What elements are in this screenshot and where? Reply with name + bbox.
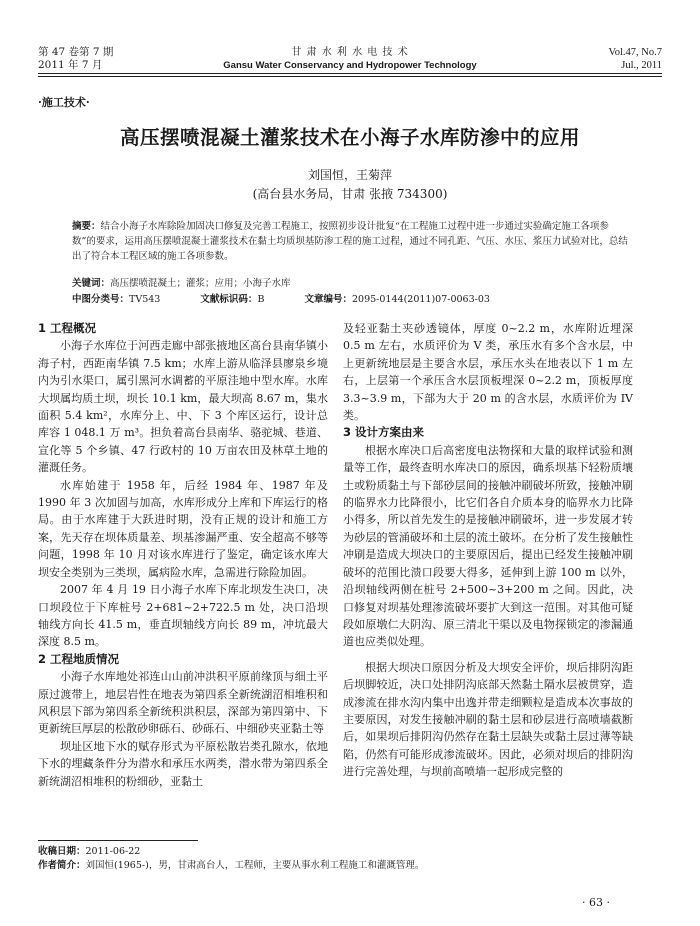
page-number: · 63 · [582, 896, 610, 909]
section-heading-3: 3 设计方案由来 [343, 425, 425, 440]
clc-code: TV543 [129, 294, 161, 305]
page-number-text: 63 [589, 896, 603, 909]
abstract-label: 摘要： [72, 221, 101, 232]
section-heading-1: 1 工程概况 [38, 321, 97, 335]
classification-line [72, 292, 652, 307]
article-no: 2095-0144(2011)07-0063-03 [352, 294, 490, 305]
journal-volume-en [609, 46, 662, 72]
footnote-rule [38, 840, 198, 841]
keywords [72, 276, 632, 291]
paragraph: 水库始建于 1958 年，后经 1984 年、1987 年及 1990 年 3 次加固与加高，水库形成分上库和下库运行的格局。由于水库建于大跃进时期，没有正规的设计和施工方案，先天存在坝体质量差、坝基渗漏严重、安全超高不够等问题，1998 年 10 月对该水库进行了鉴定，确定该水库大坝安全类别为三类坝，属病险水库，急需进行除险加固。 [38, 478, 328, 579]
journal-date-en-line: Jul., 2011 [621, 60, 662, 71]
keywords-text: 高压摆喷混凝土；灌浆；应用；小海子水库 [110, 278, 291, 289]
footnote [38, 845, 658, 873]
received-date: 收稿日期：2011-06-22 [38, 846, 141, 857]
clc-label: 中图分类号： [72, 294, 130, 305]
paragraph: 坝址区地下水的赋存形式为平原松散岩类孔隙水，依地下水的埋藏条件分为潜水和承压水两类，潜水带为第四系全新统湖沼相堆积的粉细砂，亚黏土 [38, 739, 328, 788]
authors: 刘国恒，王菊萍 [307, 168, 392, 182]
doc-code-label: 文献标识码： [200, 294, 258, 305]
doc-code: B [257, 294, 265, 305]
journal-title [180, 46, 520, 72]
section-heading-2: 2 工程地质情况 [38, 651, 120, 666]
paragraph: 小海子水库位于河西走廊中部张掖地区高台县南华镇小海子村，西距南华镇 7.5 km；水库上游从临泽县廖泉乡境内为引水渠口，属引黑河水调蓄的平原洼地中型水库。水库大坝属均质土坝，坝长 10.1 km，最大坝高 8.67 m，集水面积 5.4 km²，水库分上、中、下 3 个库区运行，设计总库容 1 048.1 万 m³。担负着高台县南华、骆驼城、巷道、宣化等 5 个乡镇、47 行政村的 10 万亩农田及林草土地的灌溉任务。 [38, 339, 328, 475]
affiliation: (高台县水务局，甘肃 张掖 734300) [252, 187, 448, 201]
paragraph: 2007 年 4 月 19 日小海子水库下库北坝发生决口，决口坝段位于下库桩号 2+681~2+722.5 m 处，决口沿坝轴线方向长 41.5 m，垂直坝轴线方向长 89 m，冲坑最大深度 8.5 m。 [38, 583, 328, 649]
journal-volume-en-line: Vol.47, No.7 [608, 47, 662, 58]
abstract-text: 结合小海子水库除险加固决口修复及完善工程施工，按照初步设计批复“在工程施工过程中进一步通过实验确定施工各项参数”的要求，运用高压摆喷混凝土灌浆技术在黏土均质坝基防渗工程的施工过程，通过不同孔距、气压、水压、浆压力试验对比，总结出了符合本工程区域的施工各项参数。 [72, 221, 628, 262]
abstract [72, 219, 632, 264]
right-column [343, 320, 633, 781]
paragraph: 小海子水库地处祁连山山前冲洪积平原前缘顶与细土平原过渡带上，地层岩性在地表为第四系全新统湖沼相堆积和风积层下部为第四系全新统积洪积层，深部为第四第中、下更新统巨厚层的松散砂卵砾石、砂砾石、中细砂夹亚黏土等 [38, 670, 328, 736]
paragraph: 根据大坝决口原因分析及大坝安全评价，坝后排阴沟距后坝脚较近，决口处排阴沟底部天然黏土隔水层被贯穿，造成渗流在排水沟内集中出逸并带走细颗粒是造成本次事故的主要原因，对发生接触冲刷的黏土层和砂层进行高喷墙截断后，如果坝后排阴沟仍然存在黏土层缺失或黏土层过薄等缺陷，仍然有可能形成渗流破坏。因此，必须对坝后的排阴沟进行完善处理，与坝前高喷墙一起形成完整的 [343, 660, 633, 779]
paragraph: 根据水库决口后高密度电法物探和大量的取样试验和测量等工作，最终查明水库决口的原因，确系坝基下轻粉质壤土或粉质黏土与下部砂层间的接触冲刷破坏所致，接触冲刷的临界水力比降很小，比它们各自介质本身的临界水力比降小得多，所以首先发生的是接触冲刷破坏，进一步发展才转为砂层的管涌破坏和土层的流土破坏。在分析了发生接触性冲刷是造成大坝决口的主要原因后，提出已经发生接触冲刷破坏的范围比溃口段要大得多，延伸到上游 100 m 以外，沿坝轴线两侧在桩号 2+500~3+200 m 之间。因此，决口修复对坝基处理渗流破坏要扩大到这一范围。对其他可疑段如原墩仁大阴沟、原三清北干渠以及电物探锁定的渗漏通道也应类似处理。 [343, 443, 633, 649]
journal-volume-cn [38, 46, 113, 72]
article-title: 高压摆喷混凝土灌浆技术在小海子水库防渗中的应用 [119, 126, 580, 149]
journal-date-line: 2011 年 7 月 [38, 59, 103, 71]
left-column [38, 320, 328, 790]
article-no-label: 文章编号： [304, 294, 352, 305]
section-tag: ·施工技术· [38, 96, 90, 109]
paragraph: 及轻亚黏土夹砂透镜体，厚度 0~2.2 m，水库附近埋深 0.5 m 左右，水质评价为 V 类，承压水有多个含水层，中上更新统地层是主要含水层，承压水头在地表以下 1 m 左右，上层第一个承压含水层顶板埋深 0~2.2 m，顶板厚度 3.3~3.9 m，下部为大于 20 m 的含水层，水质评价为 IV 类。 [343, 322, 633, 423]
header-rule-top [38, 73, 662, 74]
journal-volume-line: 第 47 卷第 7 期 [38, 46, 114, 58]
journal-title-cn: 甘 肃 水 利 水 电 技 术 [291, 47, 409, 58]
journal-title-en: Gansu Water Conservancy and Hydropower Technology [223, 60, 477, 71]
header-rule-bottom [38, 76, 662, 77]
author-bio: 作者简介：刘国恒(1965-)，男，甘肃高台人，工程师，主要从事水利工程施工和灌溉管理。 [38, 860, 425, 871]
keywords-label: 关键词： [72, 278, 111, 289]
